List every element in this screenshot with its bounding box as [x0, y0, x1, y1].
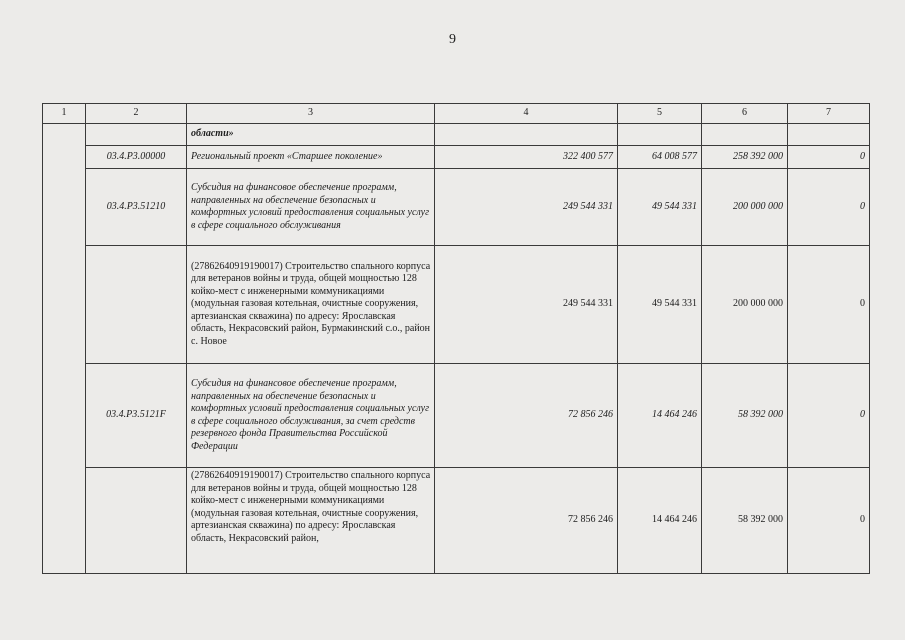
amount-cell: 258 392 000	[702, 146, 788, 169]
code-cell: 03.4.Р3.51210	[86, 169, 187, 246]
header-cell: 3	[187, 104, 435, 124]
table-row	[43, 169, 870, 246]
code-cell: 03.4.Р3.00000	[86, 146, 187, 169]
header-cell: 4	[435, 104, 618, 124]
name-cell: Региональный проект «Старшее поколение»	[187, 146, 435, 169]
amount-cell: 58 392 000	[702, 364, 788, 468]
amount-cell: 72 856 246	[435, 364, 618, 468]
amount-cell	[435, 124, 618, 146]
name-cell: Субсидия на финансовое обеспечение программ, направленных на обеспечение безопасных и комфортных условий предоставления социальных услуг в сфере социального обслуживания, за счет средств резервного фонда Правительства Российской Федерации	[187, 364, 435, 468]
header-cell: 1	[43, 104, 86, 124]
budget-table	[42, 103, 870, 574]
amount-cell	[702, 124, 788, 146]
header-cell: 2	[86, 104, 187, 124]
amount-cell: 249 544 331	[435, 246, 618, 364]
amount-cell: 14 464 246	[618, 364, 702, 468]
code-cell	[86, 124, 187, 146]
amount-cell: 14 464 246	[618, 468, 702, 574]
amount-cell: 0	[788, 146, 870, 169]
row-number-cell	[43, 124, 86, 574]
code-cell	[86, 468, 187, 574]
name-cell: (27862640919190017) Строительство спального корпуса для ветеранов войны и труда, общей мощностью 128 койко-мест с инженерными коммуникациями (модульная газовая котельная, очистные сооружения, артезианская скважина) по адресу: Ярославская область, Некрасовский район,	[187, 468, 435, 574]
amount-cell: 49 544 331	[618, 169, 702, 246]
name-cell: Субсидия на финансовое обеспечение программ, направленных на обеспечение безопасных и комфортных условий предоставления социальных услуг в сфере социального обслуживания	[187, 169, 435, 246]
amount-cell	[618, 124, 702, 146]
table-row	[43, 468, 870, 574]
code-cell	[86, 246, 187, 364]
name-cell: области»	[187, 124, 435, 146]
amount-cell: 322 400 577	[435, 146, 618, 169]
amount-cell: 200 000 000	[702, 169, 788, 246]
code-cell: 03.4.Р3.5121F	[86, 364, 187, 468]
amount-cell: 49 544 331	[618, 246, 702, 364]
header-cell: 6	[702, 104, 788, 124]
amount-cell: 58 392 000	[702, 468, 788, 574]
amount-cell: 0	[788, 169, 870, 246]
table-row	[43, 246, 870, 364]
amount-cell: 249 544 331	[435, 169, 618, 246]
header-cell: 5	[618, 104, 702, 124]
name-cell: (27862640919190017) Строительство спального корпуса для ветеранов войны и труда, общей мощностью 128 койко-мест с инженерными коммуникациями (модульная газовая котельная, очистные сооружения, артезианская скважина) по адресу: Ярославская область, Некрасовский район, Бурмакинский с.о., район с. Новое	[187, 246, 435, 364]
amount-cell: 200 000 000	[702, 246, 788, 364]
table-row	[43, 124, 870, 146]
amount-cell: 0	[788, 468, 870, 574]
table-row	[43, 364, 870, 468]
amount-cell: 0	[788, 364, 870, 468]
amount-cell: 0	[788, 246, 870, 364]
table-header-row	[43, 104, 870, 124]
page-number: 9	[449, 32, 456, 47]
amount-cell	[788, 124, 870, 146]
amount-cell: 64 008 577	[618, 146, 702, 169]
table-row	[43, 146, 870, 169]
header-cell: 7	[788, 104, 870, 124]
amount-cell: 72 856 246	[435, 468, 618, 574]
